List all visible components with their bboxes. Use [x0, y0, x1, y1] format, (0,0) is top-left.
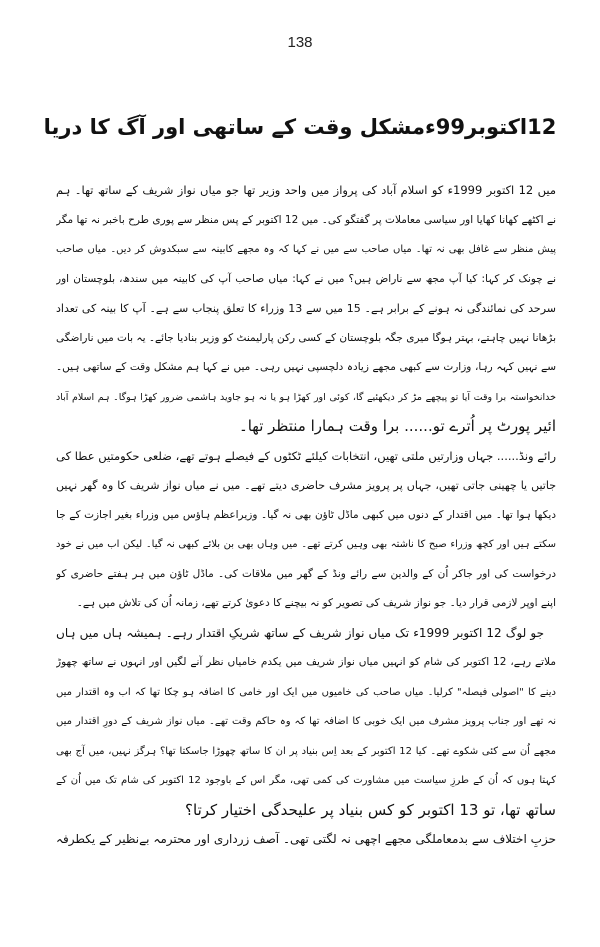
text-line: سرحد کی نمائندگی نہ ہونے کے برابر ہے۔ 15 میں سے 13 وزراء کا تعلق پنجاب سے ہے۔ آپ کا بینہ کی تعداد	[56, 302, 556, 315]
text-line: دینے کا "اصولی فیصلہ" کرلیا۔ میاں صاحب کی خامیوں میں ایک اور خامی کا اضافہ ہو چکا تھا کہ اب وہ اقتدار میں	[56, 686, 556, 698]
chapter-title: 12اکتوبر99ءمشکل وقت کے ساتھی اور آگ کا دریا	[43, 115, 557, 139]
text-line: میں 12 اکتوبر 1999ء کو اسلام آباد کی پرواز میں واحد وزیر تھا جو میاں نواز شریف کے ساتھ تھا۔ ہم	[56, 183, 556, 197]
text-line: خدانخواستہ برا وقت آیا تو پیچھے مڑ کر دیکھئیے گا، کوئی اور کھڑا ہو یا نہ ہو جاوید ہاشمی ضرور کھڑا ہوگا۔ ہم اسلام آباد	[56, 391, 556, 403]
text-line: ملاتے رہے، 12 اکتوبر کی شام کو انہیں میاں نواز شریف میں یکدم خامیاں نظر آنے لگیں اور انہوں نے ساتھ چھوڑ	[56, 656, 556, 668]
text-line: سے نہیں کہہ رہا، وزارت سے کبھی مجھے زیادہ دلچسپی نہیں رہی۔ میں نے کہا ہم مشکل وقت کے ساتھی ہیں۔	[56, 361, 556, 373]
text-line: بڑھانا نہیں چاہتے، بہتر ہوگا میری جگہ بلوچستان کے کسی رکن پارلیمنٹ کو وزیر بنادیا جائے۔ یہ بات میں ناراضگی	[56, 331, 556, 344]
paragraph	[56, 619, 556, 826]
text-line: جاتیں یا چھینی جاتی تھیں، جہاں پر پرویز مشرف حاضری دیتے تھے۔ میں نے میاں نواز شریف کا وہ گھر نہیں	[56, 479, 556, 492]
text-line: سکتے ہیں اور کچھ وزراء صبح کا ناشتہ بھی وہیں کرتے تھے۔ میں وہاں بھی بن بلائے کبھی نہ گیا۔ لیکن اب میں نے خود	[56, 539, 556, 550]
text-line: اپنے اوپر لازمی قرار دیا۔ جو نواز شریف کی تصویر کو نہ بیچنے کا دعویٰ کرتے تھے، زمانہ اُن کی تلاش میں ہے۔	[76, 597, 556, 609]
text-line: ائیر پورٹ پر اُترے تو...... برا وقت ہمارا منتظر تھا۔	[238, 417, 556, 435]
text-line: مجھے اُن سے کئی شکوے تھے۔ کیا 12 اکتوبر کے بعد اِس بنیاد پر ان کا ساتھ چھوڑا جاسکتا تھا؟ ہرگز نہیں، میں آج بھی	[56, 745, 556, 757]
text-line: جو لوگ 12 اکتوبر 1999ء تک میاں نواز شریف کے ساتھ شریکِ اقتدار رہے۔ ہمیشہ ہاں میں ہاں	[56, 625, 544, 640]
body-text	[56, 176, 556, 855]
page-number: 138	[287, 34, 313, 51]
text-line: نے اکٹھے کھانا کھایا اور سیاسی معاملات پر گفتگو کی۔ میں 12 اکتوبر کے پس منظر سے پوری طرح باخبر نہ تھا مگر	[56, 213, 556, 226]
text-line: رائے ونڈ...... جہاں وزارتیں ملتی تھیں، انتخابات کیلئے ٹکٹوں کے فیصلے ہوتے تھے، ضلعی حکومتیں عطا کی	[56, 448, 556, 463]
text-line: کہتا ہوں کہ اُن کے طرزِ سیاست میں مشاورت کی کمی تھی، مگر اس کے باوجود 12 اکتوبر کی شام تک میں اُن کے	[56, 775, 556, 786]
paragraph	[56, 825, 556, 855]
text-line: دیکھا ہوا تھا۔ میں اقتدار کے دنوں میں کبھی ماڈل ٹاؤن بھی نہ گیا۔ وزیراعظم ہاؤس میں وزراء بغیر اجازت کے جا	[56, 508, 556, 521]
text-line: درخواست کی اور جاکر اُن کے والدین سے رائے ونڈ کے گھر میں ملاقات کی۔ ماڈل ٹاؤن میں ہر ہفتے حاضری کو	[56, 567, 556, 580]
paragraph	[56, 176, 556, 442]
text-line: نہ تھے اور جناب پرویز مشرف میں ایک خوبی کا اضافہ تھا کہ وہ حاکم وقت تھے۔ میاں نواز شریف کے دورِ اقتدار میں	[56, 716, 556, 727]
text-line: نے چونک کر کہا: کیا آپ مجھ سے ناراض ہیں؟ میں نے کہا: میاں صاحب آپ کی کابینہ میں سندھ، بلوچستان اور	[56, 272, 556, 285]
text-line: پیش منظر سے غافل بھی نہ تھا۔ میاں صاحب سے میں نے کہا کہ وہ مجھے کابینہ سے سبکدوش کر دیں۔ میاں صاحب	[56, 244, 556, 255]
text-line: ساتھ تھا، تو 13 اکتوبر کو کس بنیاد پر علیحدگی اختیار کرتا؟	[185, 800, 556, 819]
text-line: حزبِ اختلاف سے بدمعاملگی مجھے اچھی نہ لگتی تھی۔ آصف زرداری اور محترمہ بےنظیر کے یکطرفہ	[56, 832, 556, 846]
paragraph	[56, 442, 556, 619]
